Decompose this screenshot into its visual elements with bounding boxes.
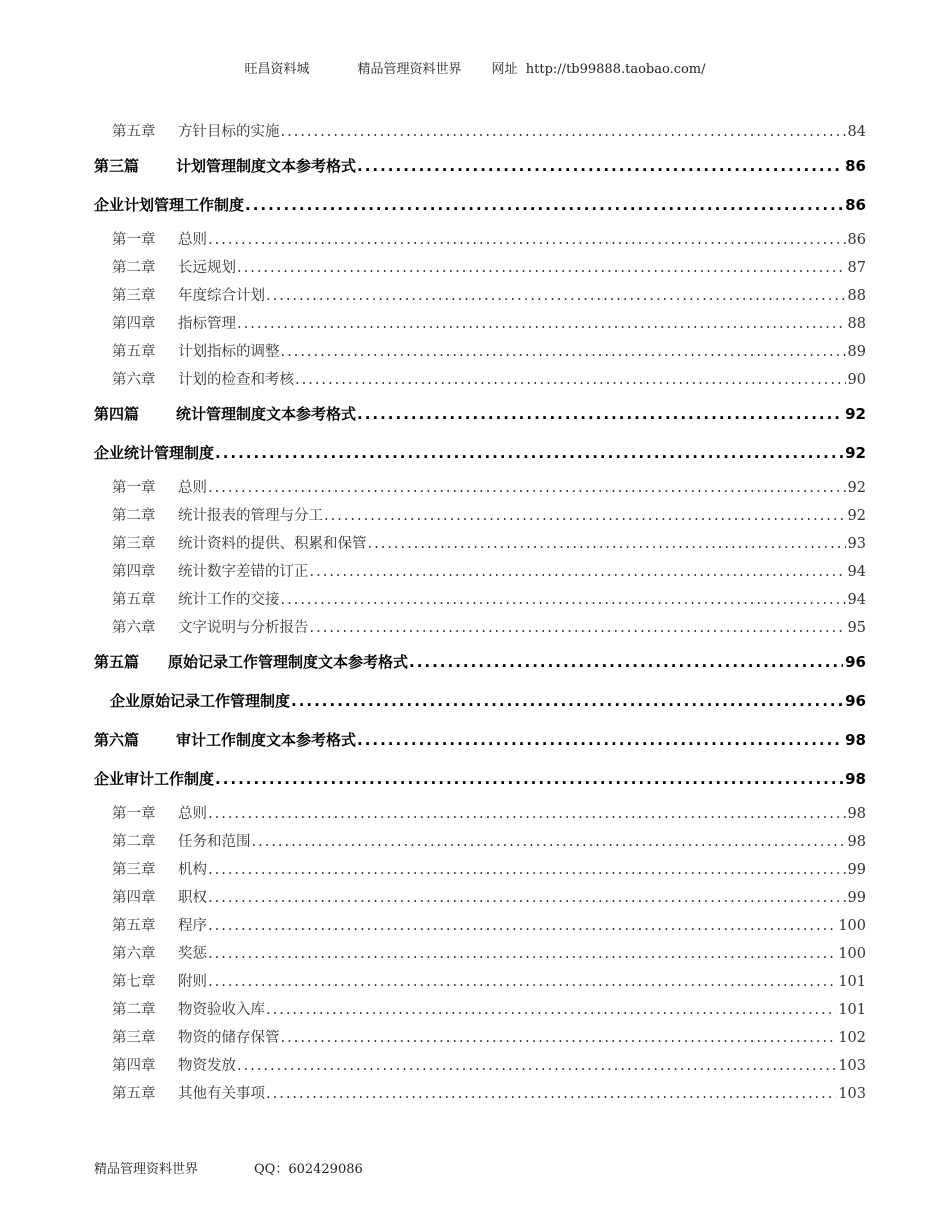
- toc-entry-number: 第四章: [112, 564, 156, 580]
- toc-entry[interactable]: [94, 828, 866, 856]
- toc-entry[interactable]: [94, 396, 866, 433]
- toc-entry-title: 统计报表的管理与分工: [178, 508, 323, 524]
- toc-entry-title: 奖惩: [178, 946, 207, 962]
- toc-entry-title: 物资的储存保管: [178, 1030, 280, 1046]
- toc-entry-title: 附则: [178, 974, 207, 990]
- toc-entry-title: 统计资料的提供、积累和保管: [178, 536, 367, 552]
- toc-dot-leader: [214, 761, 843, 798]
- toc-entry-title: 年度综合计划: [178, 288, 265, 304]
- toc-entry-title: 机构: [178, 862, 207, 878]
- toc-entry-page-number: 100: [838, 918, 866, 934]
- toc-entry-title: 统计数字差错的订正: [178, 564, 309, 580]
- toc-dot-leader: [280, 118, 846, 146]
- toc-dot-leader: [265, 282, 846, 310]
- toc-entry-page-number: 98: [847, 806, 866, 822]
- toc-dot-leader: [408, 644, 843, 681]
- toc-entry-page-number: 87: [847, 260, 866, 276]
- footer-brand: 精品管理资料世界: [94, 1162, 199, 1177]
- toc-dot-leader: [207, 474, 846, 502]
- toc-entry-title: 计划的检查和考核: [178, 372, 294, 388]
- toc-entry-number: 第六章: [112, 946, 156, 962]
- toc-entry-page-number: 92: [845, 444, 866, 462]
- page-header: [0, 58, 950, 77]
- toc-entry[interactable]: [94, 282, 866, 310]
- toc-entry-number: 第四章: [112, 890, 156, 906]
- toc-entry-title: 方针目标的实施: [178, 124, 280, 140]
- toc-entry[interactable]: [94, 148, 866, 185]
- toc-entry[interactable]: [94, 614, 866, 642]
- toc-entry-number: 第六章: [112, 620, 156, 636]
- toc-entry[interactable]: [94, 226, 866, 254]
- toc-entry-number: 第五章: [112, 1086, 156, 1102]
- toc-entry-page-number: 86: [847, 232, 866, 248]
- toc-entry-number: 第六章: [112, 372, 156, 388]
- toc-entry[interactable]: [94, 884, 866, 912]
- toc-entry[interactable]: [94, 254, 866, 282]
- toc-dot-leader: [207, 226, 846, 254]
- toc-entry[interactable]: [94, 996, 866, 1024]
- toc-entry-title: 统计工作的交接: [178, 592, 280, 608]
- toc-entry-number: 第四章: [112, 316, 156, 332]
- toc-entry-title: 程序: [178, 918, 207, 934]
- toc-dot-leader: [280, 338, 846, 366]
- toc-entry-number: 第一章: [112, 480, 156, 496]
- toc-entry-page-number: 100: [838, 946, 866, 962]
- toc-dot-leader: [294, 366, 846, 394]
- header-url-label: 网址: [491, 62, 518, 77]
- toc-entry-page-number: 89: [847, 344, 866, 360]
- toc-entry-page-number: 95: [847, 620, 866, 636]
- toc-entry[interactable]: [94, 118, 866, 146]
- toc-entry[interactable]: [94, 800, 866, 828]
- toc-entry[interactable]: [94, 1024, 866, 1052]
- toc-entry-number: 第三章: [112, 536, 156, 552]
- toc-entry-title: 长远规划: [178, 260, 236, 276]
- toc-entry-page-number: 98: [845, 731, 866, 749]
- toc-entry-number: 第二章: [112, 508, 156, 524]
- toc-entry-title: 物资验收入库: [178, 1002, 265, 1018]
- toc-entry-page-number: 86: [845, 196, 866, 214]
- toc-entry-page-number: 92: [847, 480, 866, 496]
- header-url-link[interactable]: http://tb99888.taobao.com/: [525, 62, 706, 77]
- toc-entry-title: 企业审计工作制度: [94, 770, 215, 788]
- toc-entry[interactable]: [94, 683, 866, 720]
- toc-entry-title: 物资发放: [178, 1058, 236, 1074]
- toc-entry-page-number: 84: [847, 124, 866, 140]
- toc-entry-page-number: 98: [847, 834, 866, 850]
- toc-entry[interactable]: [94, 586, 866, 614]
- toc-dot-leader: [367, 530, 846, 558]
- toc-entry-page-number: 96: [845, 653, 866, 671]
- toc-entry[interactable]: [94, 940, 866, 968]
- toc-entry[interactable]: [94, 722, 866, 759]
- toc-entry-page-number: 102: [838, 1030, 866, 1046]
- toc-entry-title: 其他有关事项: [178, 1086, 265, 1102]
- toc-dot-leader: [251, 828, 846, 856]
- toc-entry-page-number: 96: [845, 692, 866, 710]
- toc-entry-title: 指标管理: [178, 316, 236, 332]
- toc-entry-number: 第二章: [112, 1002, 156, 1018]
- toc-dot-leader: [309, 614, 846, 642]
- toc-entry[interactable]: [94, 968, 866, 996]
- toc-entry-number: 第五章: [112, 918, 156, 934]
- toc-entry-page-number: 92: [845, 405, 866, 423]
- toc-entry-title: 总则: [178, 806, 207, 822]
- toc-dot-leader: [280, 586, 846, 614]
- toc-entry-title: 审计工作制度文本参考格式: [176, 731, 357, 749]
- toc-entry-page-number: 86: [845, 157, 866, 175]
- header-shop-name: 旺昌资料城: [244, 62, 310, 77]
- toc-entry-number: 第四章: [112, 1058, 156, 1074]
- toc-dot-leader: [236, 310, 846, 338]
- toc-dot-leader: [356, 722, 843, 759]
- toc-entry-page-number: 101: [838, 974, 866, 990]
- toc-entry-number: 第三章: [112, 288, 156, 304]
- toc-entry-page-number: 101: [838, 1002, 866, 1018]
- page-footer: [94, 1158, 363, 1177]
- toc-entry[interactable]: [94, 474, 866, 502]
- toc-entry-number: 第六篇: [94, 731, 140, 749]
- toc-entry-number: 第二章: [112, 260, 156, 276]
- toc-entry-title: 企业原始记录工作管理制度: [110, 692, 291, 710]
- toc-dot-leader: [356, 148, 843, 185]
- toc-entry-number: 第三篇: [94, 157, 140, 175]
- toc-entry[interactable]: [94, 502, 866, 530]
- toc-entry-page-number: 99: [847, 890, 866, 906]
- toc-dot-leader: [356, 396, 843, 433]
- toc-entry-page-number: 93: [847, 536, 866, 552]
- toc-entry-title: 统计管理制度文本参考格式: [176, 405, 357, 423]
- toc-entry-title: 计划管理制度文本参考格式: [176, 157, 357, 175]
- toc-entry-title: 职权: [178, 890, 207, 906]
- toc-entry-number: 第一章: [112, 806, 156, 822]
- toc-entry[interactable]: [94, 310, 866, 338]
- toc-entry-number: 第五章: [112, 124, 156, 140]
- toc-entry-title: 总则: [178, 480, 207, 496]
- toc-entry-number: 第四篇: [94, 405, 140, 423]
- toc-entry-page-number: 88: [847, 288, 866, 304]
- header-brand: 精品管理资料世界: [357, 62, 462, 77]
- toc-entry-title: 任务和范围: [178, 834, 251, 850]
- toc-dot-leader: [207, 912, 836, 940]
- toc-dot-leader: [236, 1052, 836, 1080]
- toc-entry[interactable]: [94, 1080, 866, 1108]
- toc-entry-title: 文字说明与分析报告: [178, 620, 309, 636]
- toc-dot-leader: [207, 800, 846, 828]
- toc-dot-leader: [207, 940, 836, 968]
- toc-dot-leader: [207, 884, 846, 912]
- toc-entry-page-number: 90: [847, 372, 866, 388]
- toc-dot-leader: [309, 558, 846, 586]
- toc-entry-page-number: 103: [838, 1086, 866, 1102]
- toc-entry-number: 第三章: [112, 862, 156, 878]
- toc-entry[interactable]: [94, 338, 866, 366]
- toc-entry[interactable]: [94, 187, 866, 224]
- toc-entry-title: 原始记录工作管理制度文本参考格式: [168, 653, 409, 671]
- toc-entry-page-number: 94: [847, 592, 866, 608]
- toc-entry[interactable]: [94, 856, 866, 884]
- toc-dot-leader: [207, 968, 836, 996]
- toc-dot-leader: [214, 435, 843, 472]
- toc-entry-page-number: 92: [847, 508, 866, 524]
- toc-dot-leader: [207, 856, 846, 884]
- toc-entry-number: 第三章: [112, 1030, 156, 1046]
- toc-entry-number: 第五章: [112, 344, 156, 360]
- toc-entry-page-number: 103: [838, 1058, 866, 1074]
- toc-entry[interactable]: [94, 366, 866, 394]
- toc-entry[interactable]: [94, 644, 866, 681]
- toc-entry-number: 第二章: [112, 834, 156, 850]
- toc-entry-page-number: 94: [847, 564, 866, 580]
- toc-entry-page-number: 98: [845, 770, 866, 788]
- toc-entry-page-number: 99: [847, 862, 866, 878]
- toc-dot-leader: [280, 1024, 837, 1052]
- table-of-contents: [94, 118, 866, 1108]
- toc-dot-leader: [323, 502, 846, 530]
- toc-entry[interactable]: [94, 530, 866, 558]
- toc-entry-number: 第一章: [112, 232, 156, 248]
- toc-entry[interactable]: [94, 435, 866, 472]
- toc-entry-title: 总则: [178, 232, 207, 248]
- toc-entry-number: 第七章: [112, 974, 156, 990]
- toc-dot-leader: [236, 254, 846, 282]
- toc-entry-page-number: 88: [847, 316, 866, 332]
- toc-entry[interactable]: [94, 912, 866, 940]
- toc-entry[interactable]: [94, 1052, 866, 1080]
- toc-dot-leader: [265, 996, 836, 1024]
- toc-entry-number: 第五章: [112, 592, 156, 608]
- toc-entry[interactable]: [94, 761, 866, 798]
- toc-entry[interactable]: [94, 558, 866, 586]
- toc-entry-number: 第五篇: [94, 653, 140, 671]
- toc-dot-leader: [244, 187, 843, 224]
- toc-dot-leader: [265, 1080, 836, 1108]
- toc-entry-title: 企业统计管理制度: [94, 444, 215, 462]
- footer-qq: QQ：602429086: [254, 1162, 363, 1177]
- toc-entry-title: 计划指标的调整: [178, 344, 280, 360]
- toc-dot-leader: [290, 683, 843, 720]
- toc-entry-title: 企业计划管理工作制度: [94, 196, 245, 214]
